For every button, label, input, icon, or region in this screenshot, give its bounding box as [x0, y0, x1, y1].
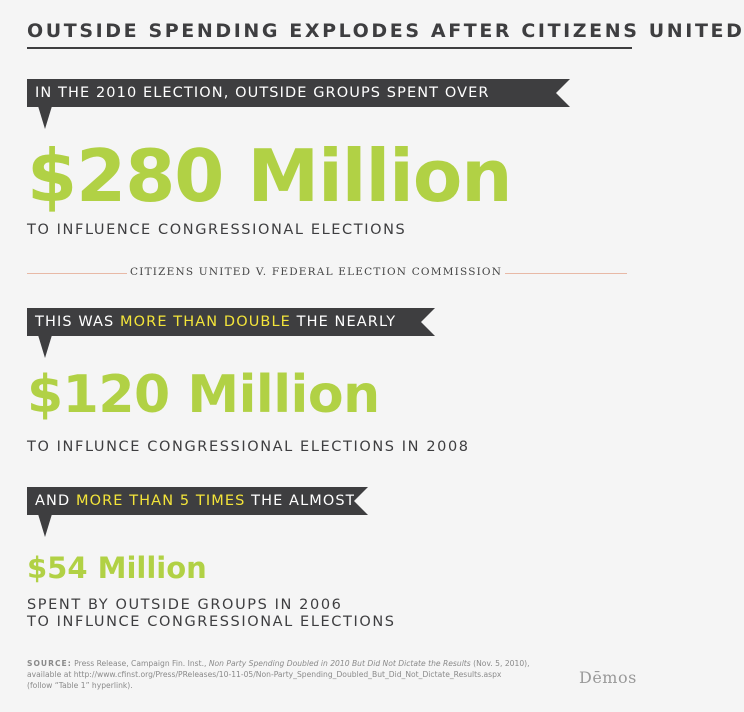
subtext-2010: TO INFLUENCE CONGRESSIONAL ELECTIONS	[27, 222, 407, 238]
subtext-2008: TO INFLUNCE CONGRESSIONAL ELECTIONS IN 2008	[27, 439, 470, 455]
banner-2006-tail	[38, 514, 52, 537]
divider-caption: CITIZENS UNITED V. FEDERAL ELECTION COMMISSION	[130, 266, 503, 278]
divider-line-right	[505, 273, 627, 274]
banner-2008-tail	[38, 335, 52, 358]
subtext-2006-line2: TO INFLUNCE CONGRESSIONAL ELECTIONS	[27, 614, 396, 630]
banner-2010-tail	[38, 106, 52, 129]
banner-2010-text: IN THE 2010 ELECTION, OUTSIDE GROUPS SPENT OVER	[35, 85, 490, 101]
source-title: Non Party Spending Doubled in 2010 But Did Not Dictate the Results	[208, 659, 471, 668]
banner-2006	[27, 487, 354, 515]
banner-2006-pre: AND	[35, 493, 76, 509]
source-text-2: (Nov. 5, 2010),	[470, 659, 530, 668]
page-title: OUTSIDE SPENDING EXPLODES AFTER CITIZENS UNITED	[27, 20, 744, 42]
banner-2008-highlight: MORE THAN DOUBLE	[120, 314, 291, 330]
banner-2008-post: THE NEARLY	[290, 314, 397, 330]
banner-2006-highlight: MORE THAN 5 TIMES	[75, 493, 246, 509]
source-text-1: Press Release, Campaign Fin. Inst.,	[71, 659, 209, 668]
source-url: available at http://www.cfinst.org/Press/PReleases/10-11-05/Non-Party_Spending_Doubled_But_Did_Not_Dictate_Results.aspx	[27, 670, 502, 679]
source-label: SOURCE:	[27, 659, 72, 668]
banner-2008-pre: THIS WAS	[35, 314, 121, 330]
banner-2006-post: THE ALMOST	[245, 493, 356, 509]
demos-logo: Dēmos	[579, 668, 637, 687]
amount-2008: $120 Million	[27, 365, 380, 425]
subtext-2006-line1: SPENT BY OUTSIDE GROUPS IN 2006	[27, 597, 343, 613]
banner-2008	[27, 308, 421, 336]
amount-2010: $280 Million	[27, 134, 512, 218]
divider-line-left	[27, 273, 127, 274]
banner-2010	[27, 79, 556, 107]
source-note-line3: (follow “Table 1” hyperlink).	[27, 681, 133, 690]
title-rule	[27, 47, 632, 49]
amount-2006: $54 Million	[27, 551, 207, 585]
source-note	[27, 658, 547, 691]
